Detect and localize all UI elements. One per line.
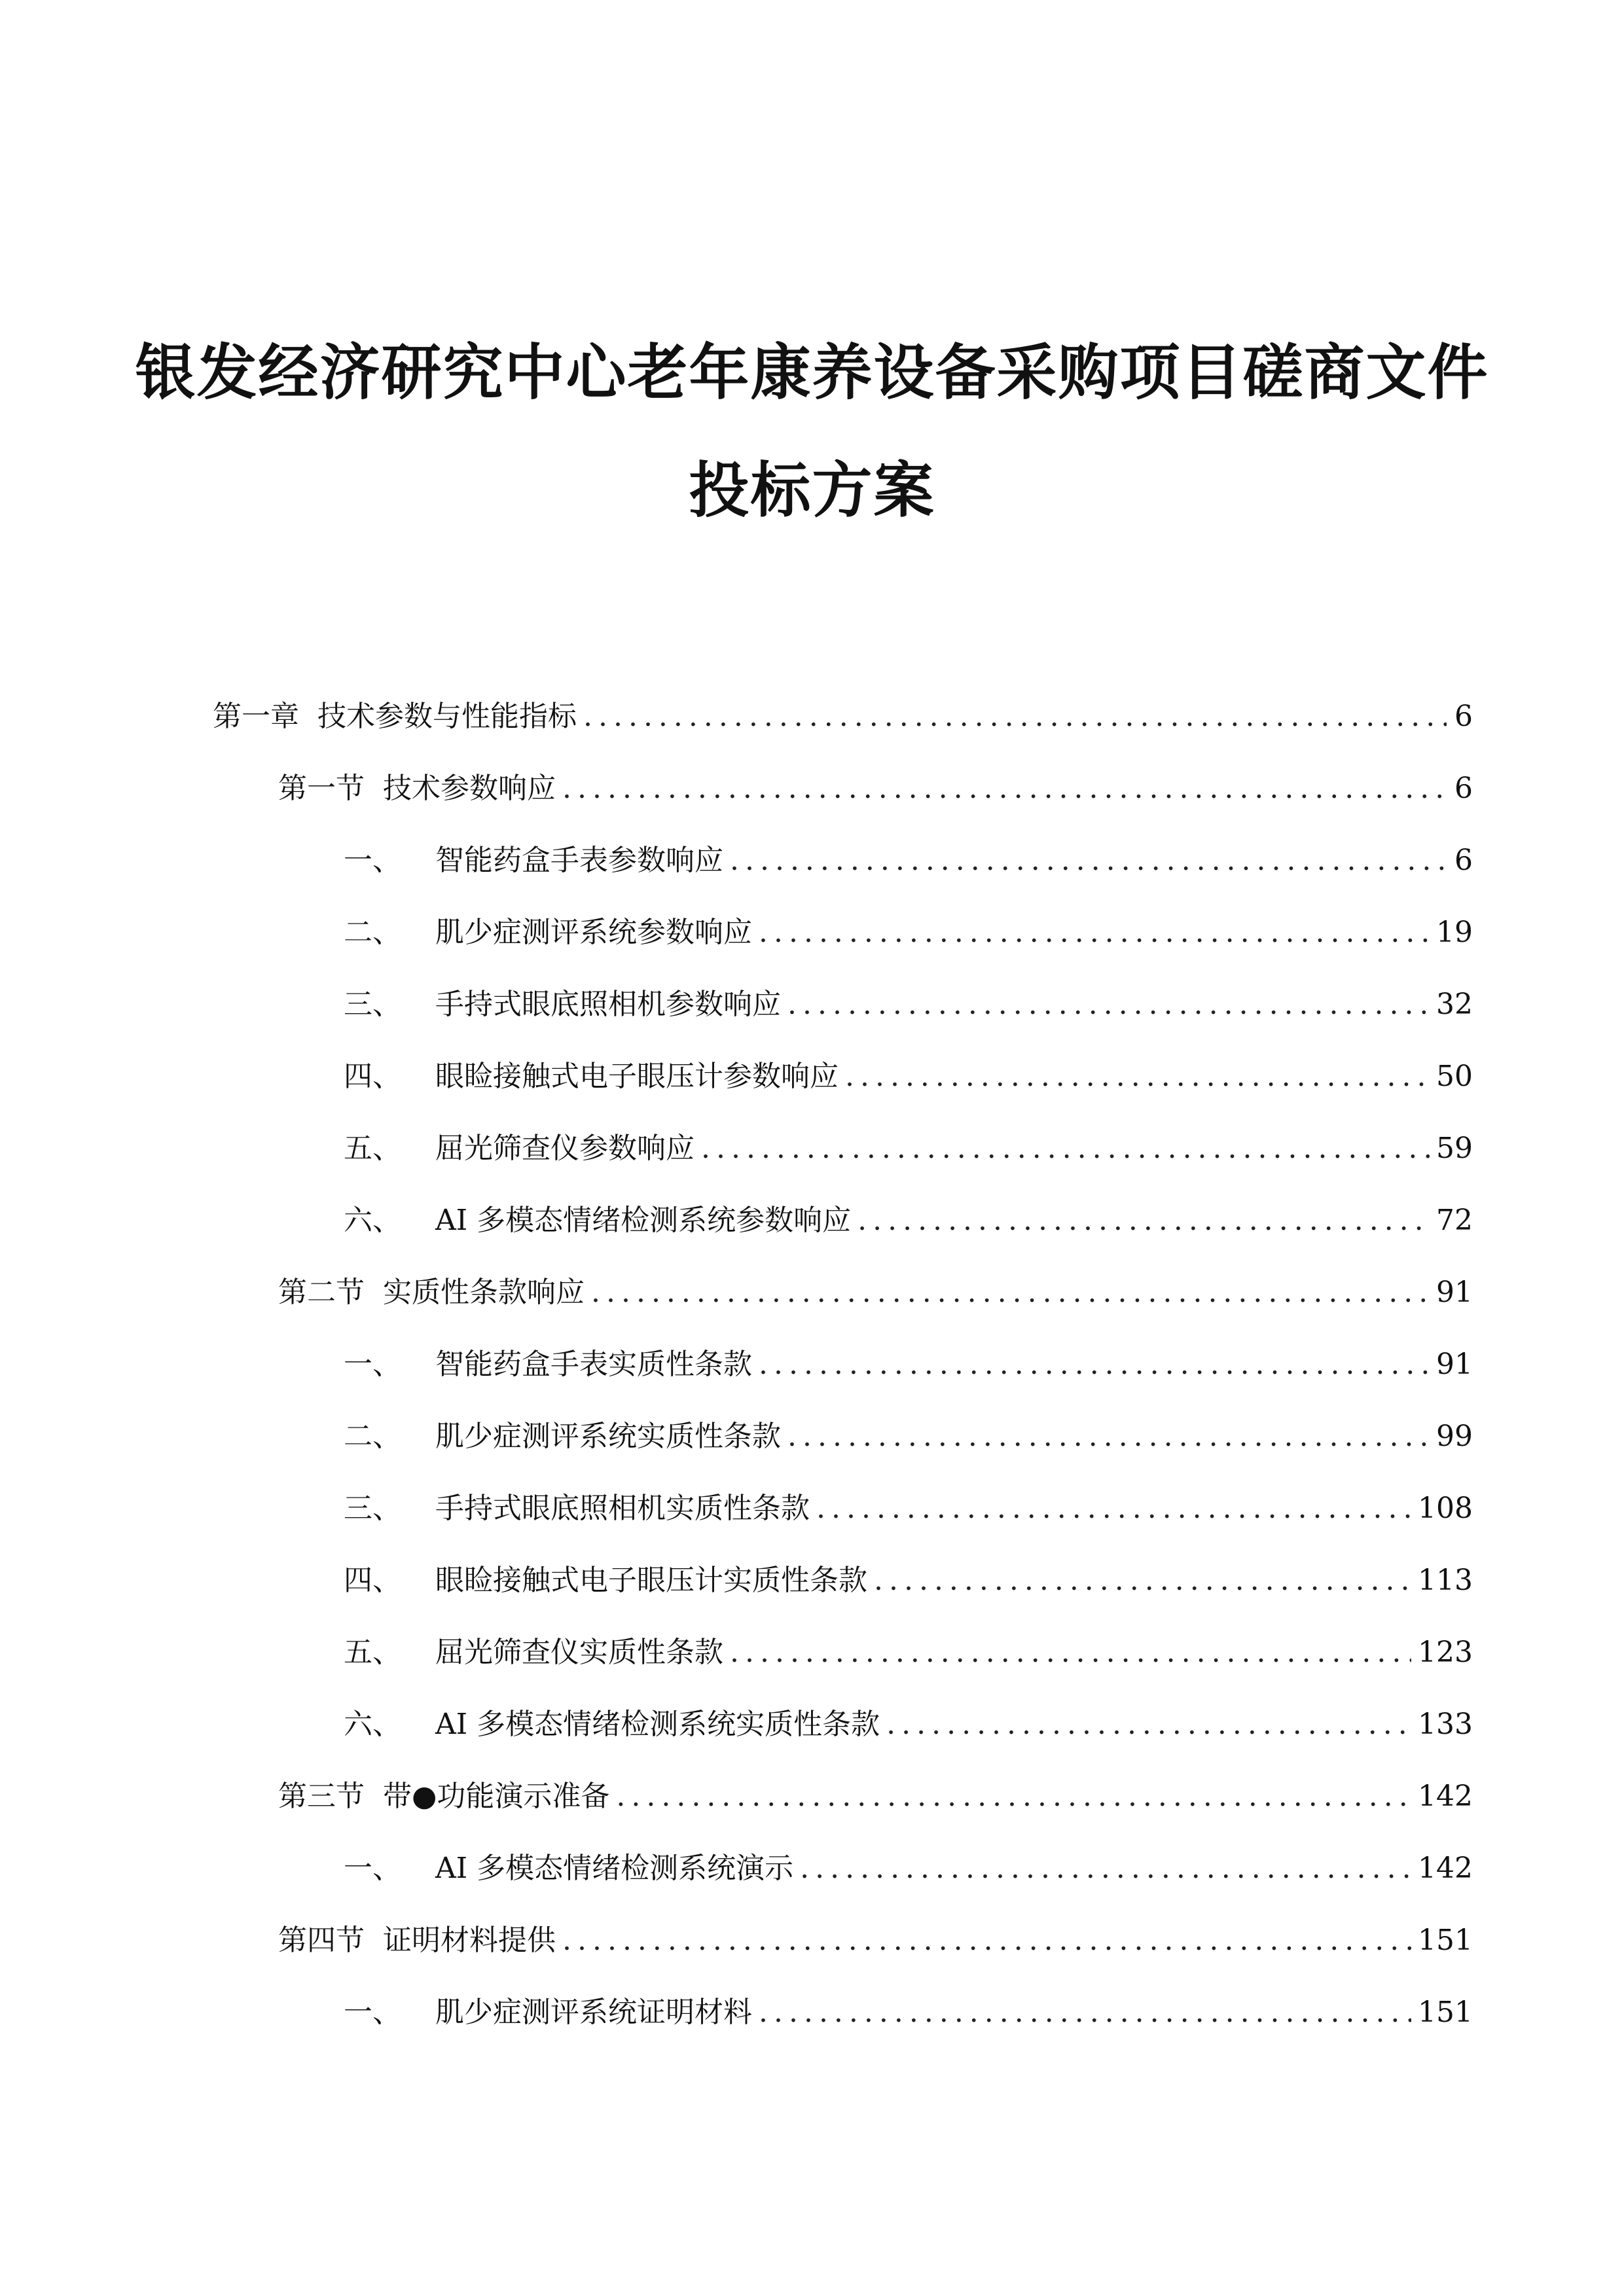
toc-entry-page: 142 <box>1418 1852 1473 1885</box>
toc-leader-dots <box>787 1414 1430 1460</box>
toc-entry-title: 智能药盒手表实质性条款 <box>435 1348 752 1381</box>
toc-entry[interactable] <box>344 1630 1473 1676</box>
toc-entry-title: AI 多模态情绪检测系统实质性条款 <box>435 1708 880 1741</box>
toc-entry-page: 91 <box>1436 1348 1473 1381</box>
title-line-1: 银发经济研究中心老年康养设备采购项目磋商文件 <box>135 338 1489 408</box>
toc-entry[interactable] <box>344 1126 1473 1172</box>
toc-entry-number: 第四节 <box>278 1924 365 1957</box>
toc-entry[interactable] <box>344 910 1473 956</box>
toc-entry-number: 六、 <box>344 1708 401 1741</box>
toc-leader-dots <box>787 982 1430 1028</box>
toc-entry[interactable] <box>344 1846 1473 1892</box>
toc-entry-number: 五、 <box>344 1132 401 1165</box>
toc-entry[interactable] <box>344 1990 1473 2036</box>
toc-leader-dots <box>701 1126 1430 1172</box>
toc-leader-dots <box>562 1918 1411 1964</box>
title-line-2: 投标方案 <box>689 456 935 526</box>
toc-entry[interactable] <box>344 1558 1473 1604</box>
toc-leader-dots <box>800 1846 1411 1892</box>
toc-entry-page: 6 <box>1454 844 1473 877</box>
toc-entry-number: 三、 <box>344 988 401 1021</box>
toc-leader-dots <box>886 1702 1411 1748</box>
toc-entry-number: 第一章 <box>213 700 299 733</box>
toc-entry-number: 五、 <box>344 1636 401 1669</box>
toc-entry[interactable] <box>278 766 1473 812</box>
toc-entry-page: 99 <box>1436 1420 1473 1453</box>
toc-entry-title: 肌少症测评系统参数响应 <box>435 916 752 949</box>
toc-leader-dots <box>730 838 1447 884</box>
toc-leader-dots <box>759 1990 1411 2036</box>
toc-entry[interactable] <box>344 1414 1473 1460</box>
toc-entry-page: 6 <box>1454 772 1473 805</box>
toc-entry-title: 眼睑接触式电子眼压计实质性条款 <box>435 1564 867 1597</box>
toc-entry-page: 72 <box>1436 1204 1473 1237</box>
toc-entry-title: 眼睑接触式电子眼压计参数响应 <box>435 1060 839 1093</box>
toc-entry-title: 屈光筛查仪实质性条款 <box>435 1636 723 1669</box>
toc-entry-title: 屈光筛查仪参数响应 <box>435 1132 695 1165</box>
toc-entry-title: 带●功能演示准备 <box>383 1780 610 1813</box>
toc-entry-page: 113 <box>1418 1564 1473 1597</box>
toc-entry-title: 实质性条款响应 <box>383 1276 585 1309</box>
document-title <box>0 314 1624 550</box>
toc-entry-title: 技术参数响应 <box>383 772 556 805</box>
toc-entry[interactable] <box>344 1198 1473 1244</box>
toc-entry-title: 技术参数与性能指标 <box>317 700 577 733</box>
toc-entry-number: 一、 <box>344 844 401 877</box>
toc-entry[interactable] <box>278 1774 1473 1820</box>
toc-entry-page: 123 <box>1418 1636 1473 1669</box>
toc-entry-number: 一、 <box>344 1852 401 1885</box>
toc-entry-title: 证明材料提供 <box>383 1924 556 1957</box>
toc-entry-page: 151 <box>1418 1996 1473 2029</box>
toc-entry-number: 三、 <box>344 1492 401 1525</box>
toc-leader-dots <box>759 1342 1430 1388</box>
toc-leader-dots <box>845 1054 1430 1100</box>
toc-leader-dots <box>857 1198 1430 1244</box>
toc-entry-page: 133 <box>1418 1708 1473 1741</box>
toc-leader-dots <box>874 1558 1411 1604</box>
toc-entry-number: 第二节 <box>278 1276 365 1309</box>
toc-entry[interactable] <box>344 982 1473 1028</box>
toc-entry[interactable] <box>344 1054 1473 1100</box>
toc-entry-number: 第一节 <box>278 772 365 805</box>
toc-entry-page: 91 <box>1436 1276 1473 1309</box>
toc-entry-title: 肌少症测评系统证明材料 <box>435 1996 752 2029</box>
toc-entry-page: 32 <box>1436 988 1473 1021</box>
toc-entry-number: 一、 <box>344 1348 401 1381</box>
toc-leader-dots <box>759 910 1430 956</box>
toc-entry-number: 四、 <box>344 1564 401 1597</box>
toc-entry-page: 151 <box>1418 1924 1473 1957</box>
toc-entry-title: 手持式眼底照相机参数响应 <box>435 988 781 1021</box>
toc-entry-page: 59 <box>1436 1132 1473 1165</box>
toc-leader-dots <box>816 1486 1411 1532</box>
toc-entry-title: AI 多模态情绪检测系统参数响应 <box>435 1204 852 1237</box>
toc-entry-number: 一、 <box>344 1996 401 2029</box>
toc-entry[interactable] <box>278 1270 1473 1316</box>
toc-entry[interactable] <box>344 1702 1473 1748</box>
toc-entry-number: 六、 <box>344 1204 401 1237</box>
toc-leader-dots <box>591 1270 1430 1316</box>
toc-leader-dots <box>562 766 1447 812</box>
toc-entry[interactable] <box>213 694 1473 740</box>
toc-entry[interactable] <box>278 1918 1473 1964</box>
toc-entry-title: 手持式眼底照相机实质性条款 <box>435 1492 810 1525</box>
toc-entry-title: 肌少症测评系统实质性条款 <box>435 1420 781 1453</box>
toc-entry-number: 四、 <box>344 1060 401 1093</box>
toc-entry[interactable] <box>344 1486 1473 1532</box>
toc-entry-number: 二、 <box>344 1420 401 1453</box>
toc-entry-title: 智能药盒手表参数响应 <box>435 844 723 877</box>
toc-entry[interactable] <box>344 838 1473 884</box>
toc-entry-page: 6 <box>1454 700 1473 733</box>
toc-entry-title: AI 多模态情绪检测系统演示 <box>435 1852 794 1885</box>
toc-leader-dots <box>730 1630 1411 1676</box>
toc-entry-page: 108 <box>1418 1492 1473 1525</box>
toc-leader-dots <box>616 1774 1411 1820</box>
toc-entry-page: 19 <box>1436 916 1473 949</box>
toc-leader-dots <box>583 694 1447 740</box>
toc-entry[interactable] <box>344 1342 1473 1388</box>
toc-entry-page: 142 <box>1418 1780 1473 1813</box>
toc-entry-number: 第三节 <box>278 1780 365 1813</box>
toc-entry-number: 二、 <box>344 916 401 949</box>
toc-entry-page: 50 <box>1436 1060 1473 1093</box>
